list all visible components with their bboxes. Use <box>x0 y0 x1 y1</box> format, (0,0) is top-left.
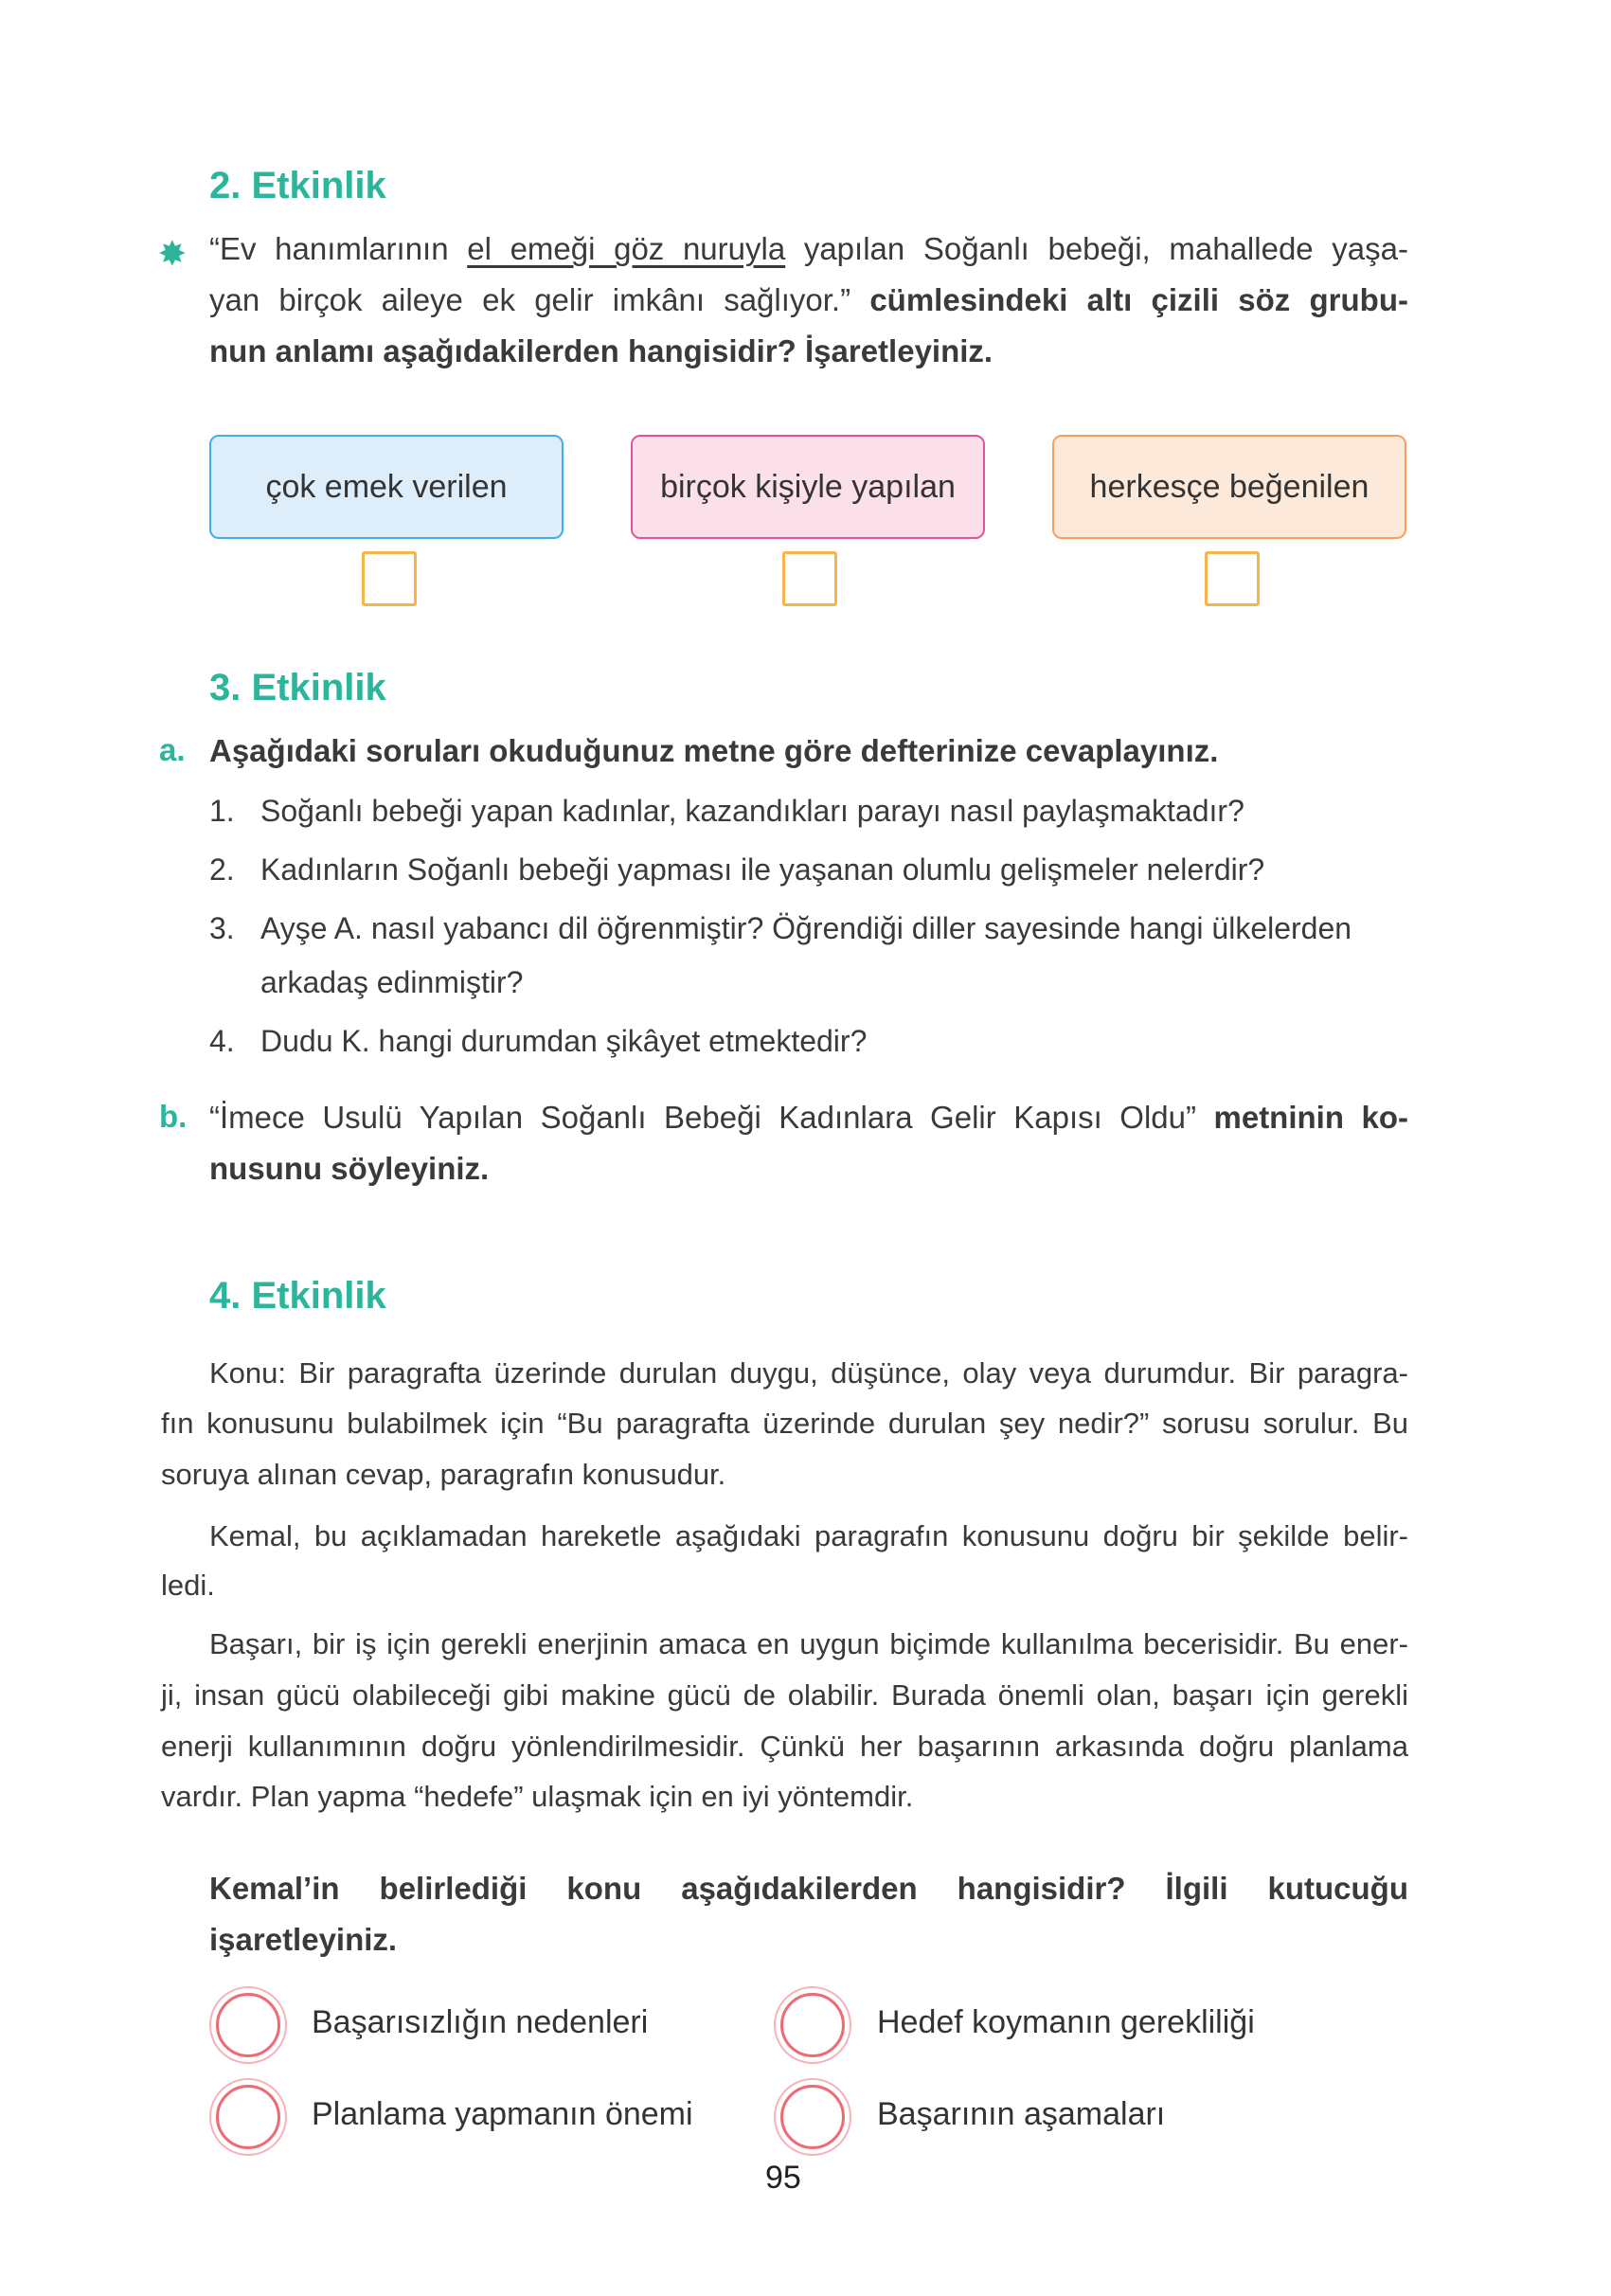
option-label-4: Başarının aşamaları <box>877 2096 1166 2132</box>
paragraph-line: ledi. <box>161 1569 215 1602</box>
question-number: 1. <box>209 794 235 828</box>
checkbox-2[interactable] <box>782 551 837 606</box>
paragraph-line: enerji kullanımının doğru yönlendirilmesidir. Çünkü her başarının arkasında doğru planlama <box>161 1730 1408 1763</box>
label-a: a. <box>159 732 186 767</box>
instruction-a: Aşağıdaki soruları okuduğunuz metne göre defterinize cevaplayınız. <box>209 733 1219 768</box>
question-number: 3. <box>209 911 235 945</box>
page-number: 95 <box>765 2160 801 2196</box>
question-number: 4. <box>209 1024 235 1058</box>
label-b: b. <box>159 1099 188 1134</box>
option-box-1: çok emek verilen <box>209 435 564 539</box>
activity-4-title: 4. Etkinlik <box>209 1275 386 1317</box>
text: “İmece Usulü Yapılan Soğanlı Bebeği Kadınlara Gelir Kapısı Oldu” <box>209 1100 1214 1135</box>
paragraph-line: ji, insan gücü olabileceği gibi makine gücü de olabilir. Burada önemli olan, başarı için gerekli <box>161 1678 1408 1712</box>
paragraph-line: vardır. Plan yapma “hedefe” ulaşmak için en iyi yöntemdir. <box>161 1780 914 1813</box>
radio-option-4[interactable] <box>780 2085 845 2149</box>
option-box-2: birçok kişiyle yapılan <box>631 435 985 539</box>
question-line-2: işaretleyiniz. <box>209 1922 398 1957</box>
paragraph-line: Başarı, bir iş için gerekli enerjinin amaca en uygun biçimde kullanılma becerisidir. Bu ener- <box>209 1627 1408 1660</box>
bold-text: cümlesindeki altı çizili söz grubu- <box>869 282 1408 317</box>
question-3-cont: arkadaş edinmiştir? <box>260 965 524 999</box>
option-label-3: Planlama yapmanın önemi <box>312 2096 693 2132</box>
option-label-1: Başarısızlığın nedenleri <box>312 2004 649 2040</box>
activity-3-title: 3. Etkinlik <box>209 667 386 709</box>
option-label-2: Hedef koymanın gerekliliği <box>877 2004 1255 2040</box>
question-3: Ayşe A. nasıl yabancı dil öğrenmiştir? Öğrendiği diller sayesinde hangi ülkelerden <box>260 911 1352 945</box>
paragraph-line: Kemal, bu açıklamadan hareketle aşağıdaki paragrafın konusunu doğru bir şekilde belir- <box>209 1519 1408 1552</box>
activity-2-line-1 <box>209 230 1408 268</box>
text: yapılan Soğanlı bebeği, mahallede yaşa- <box>785 231 1408 266</box>
activity-2-title: 2. Etkinlik <box>209 165 386 206</box>
paragraph-line: fın konusunu bulabilmek için “Bu paragrafta üzerinde durulan şey nedir?” sorusu sorulur. Bu <box>161 1407 1408 1440</box>
underlined-phrase: el emeği göz nuruyla <box>467 231 786 266</box>
option-box-3: herkesçe beğenilen <box>1052 435 1406 539</box>
instruction-b-line-1 <box>209 1099 1408 1137</box>
radio-option-1[interactable] <box>216 1993 280 2057</box>
activity-2-line-2 <box>209 281 1408 319</box>
question-4: Dudu K. hangi durumdan şikâyet etmektedir? <box>260 1024 868 1058</box>
paragraph-line: Konu: Bir paragrafta üzerinde durulan duygu, düşünce, olay veya durumdur. Bir paragra- <box>209 1356 1408 1390</box>
question-number: 2. <box>209 852 235 887</box>
text: yan birçok aileye ek gelir imkânı sağlıyor.” <box>209 282 870 317</box>
question-line-1: Kemal’in belirlediği konu aşağıdakilerden hangisidir? İlgili kutucuğu <box>209 1871 1408 1906</box>
checkbox-1[interactable] <box>362 551 417 606</box>
activity-2-line-3: nun anlamı aşağıdakilerden hangisidir? İşaretleyiniz. <box>209 333 993 368</box>
radio-option-3[interactable] <box>216 2085 280 2149</box>
question-2: Kadınların Soğanlı bebeği yapması ile yaşanan olumlu gelişmeler nelerdir? <box>260 852 1265 887</box>
bold-text: metninin ko- <box>1213 1100 1408 1135</box>
question-1: Soğanlı bebeği yapan kadınlar, kazandıkları parayı nasıl paylaşmaktadır? <box>260 794 1244 828</box>
star-bullet-icon: ✸ <box>159 236 186 271</box>
radio-option-2[interactable] <box>780 1993 845 2057</box>
checkbox-3[interactable] <box>1205 551 1260 606</box>
instruction-b-line-2: nusunu söyleyiniz. <box>209 1151 490 1186</box>
text: “Ev hanımlarının <box>209 231 468 266</box>
paragraph-line: soruya alınan cevap, paragrafın konusudur. <box>161 1458 726 1491</box>
